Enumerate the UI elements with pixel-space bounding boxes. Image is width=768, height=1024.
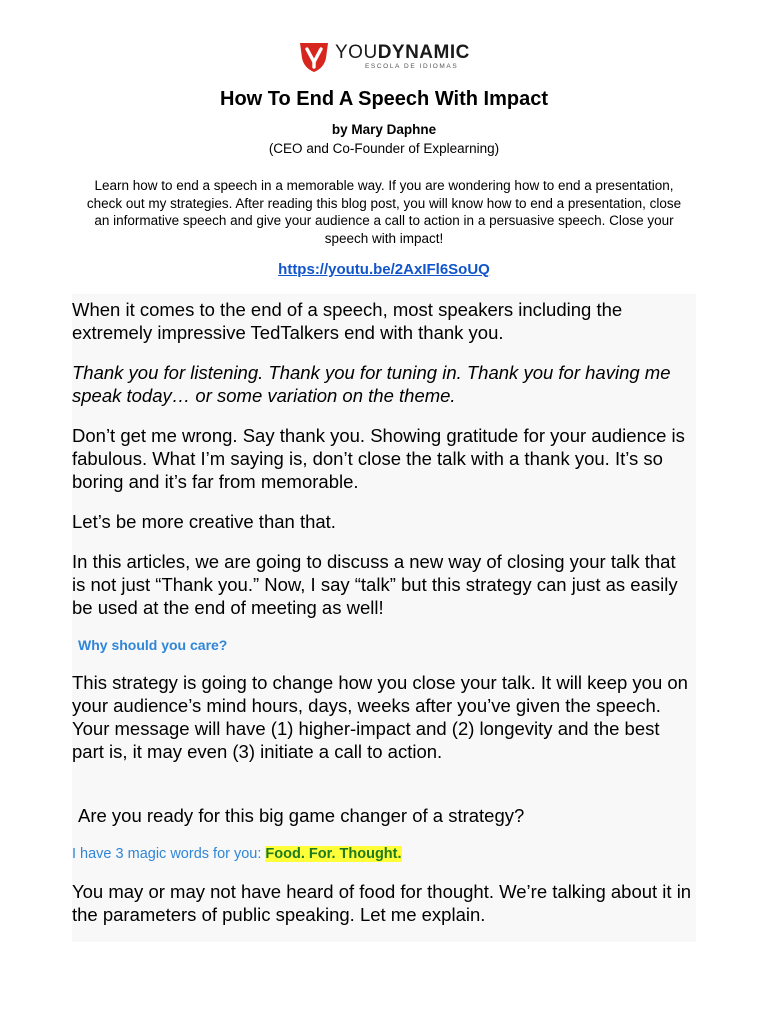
youdynamic-logo-icon (299, 41, 329, 73)
summary-paragraph: Learn how to end a speech in a memorable way. If you are wondering how to end a presentation, check out my strategies. After reading this blog post, you will know how to end a presentation, close an informative speech and give your audience a call to action in a persuasive speech. Close your speech with impact! (86, 178, 682, 246)
article-body (72, 294, 696, 942)
section-heading: Why should you care? (78, 637, 228, 653)
article-paragraph-4: Let’s be more creative than that. (72, 511, 336, 532)
logo-tagline: ESCOLA DE IDIOMAS (365, 63, 459, 71)
article-paragraph-6: This strategy is going to change how you close your talk. It will keep you on your audience’s mind hours, days, weeks after you’ve given the speech. Your message will have (1) higher-impact and (2) longevity and the best part is, it may even (3) initiate a call to action. (72, 672, 688, 762)
author-byline: by Mary Daphne (331, 122, 437, 137)
magic-words-highlight: Food. For. Thought. (265, 846, 402, 862)
video-link[interactable]: https://youtu.be/2AxIFl6SoUQ (278, 261, 490, 278)
document-title: How To End A Speech With Impact (220, 88, 548, 110)
magic-words-prefix: I have 3 magic words for you: (72, 846, 266, 862)
magic-words-line (72, 845, 402, 864)
company-logo (299, 40, 470, 74)
article-paragraph-7: Are you ready for this big game changer of a strategy? (78, 805, 525, 826)
logo-brand-part2: DYNAMIC (377, 42, 470, 64)
article-paragraph-8: You may or may not have heard of food for thought. We’re talking about it in the parameters of public speaking. Let me explain. (72, 881, 692, 925)
logo-brand-name (335, 43, 470, 62)
article-paragraph-3: Don’t get me wrong. Say thank you. Showing gratitude for your audience is fabulous. What I’m saying is, don’t close the talk with a thank you. It’s so boring and it’s far from memorable. (72, 425, 685, 492)
author-role: (CEO and Co-Founder of Explearning) (268, 141, 500, 156)
article-paragraph-2: Thank you for listening. Thank you for tuning in. Thank you for having me speak today… or some variation on the theme. (72, 362, 671, 406)
article-paragraph-5: In this articles, we are going to discuss a new way of closing your talk that is not just “Thank you.” Now, I say “talk” but this strategy can just as easily be used at the end of meeting as well! (72, 551, 678, 618)
logo-brand-part1: YOU (335, 42, 378, 64)
article-paragraph-1: When it comes to the end of a speech, most speakers including the extremely impressive TedTalkers end with thank you. (72, 299, 623, 343)
